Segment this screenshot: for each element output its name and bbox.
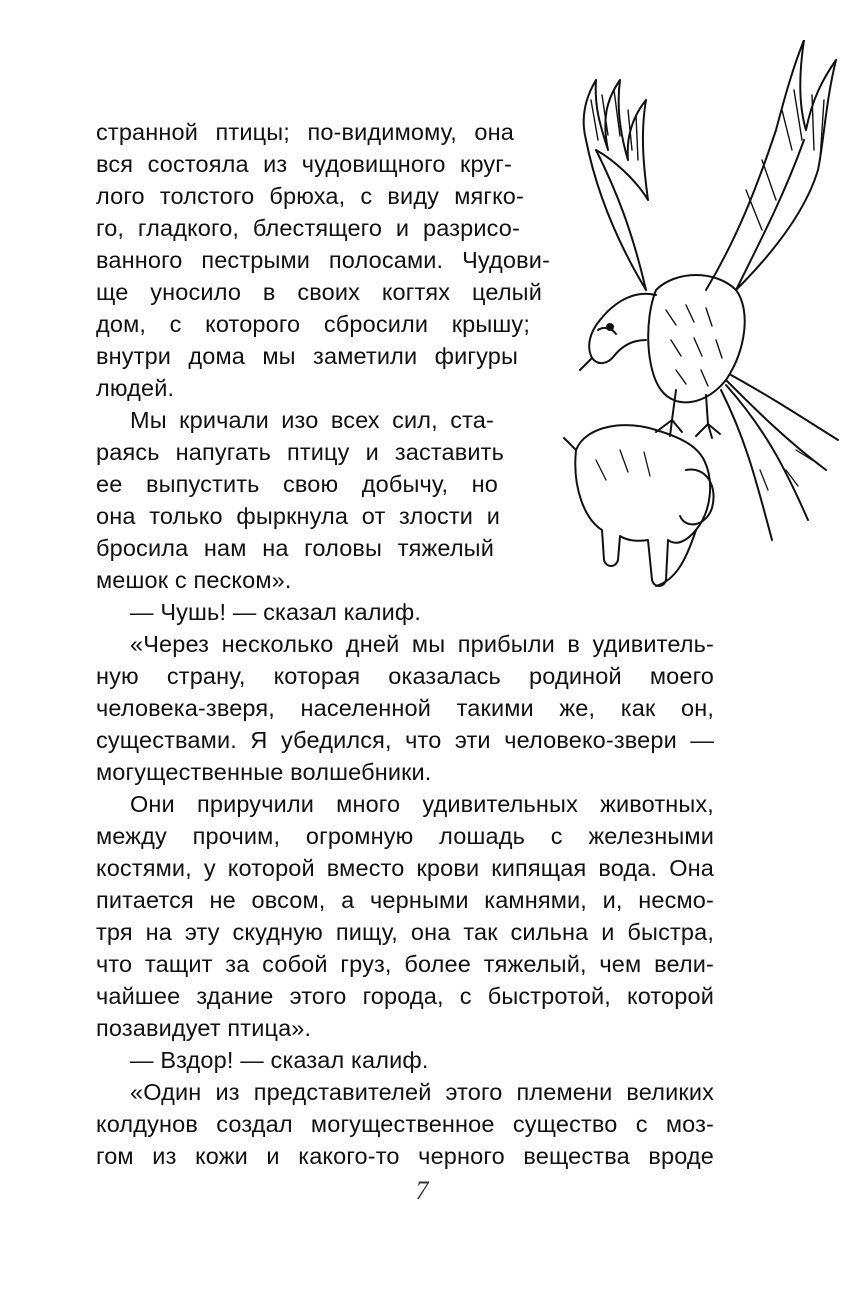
text-line: внутри дома мы заметили фигуры: [96, 343, 518, 369]
text-line: питается не овсом, а черными камнями, и, несмо-: [96, 887, 714, 913]
text-line: Они приручили много удивительных животных,: [130, 791, 714, 817]
text-line: раясь напугать птицу и заставить: [96, 439, 504, 465]
text-line: ее выпустить свою добычу, но: [96, 471, 498, 497]
text-line: гом из кожи и какого-то черного вещества вроде: [96, 1143, 714, 1169]
text-line: ванного пестрыми полосами. Чудови-: [96, 247, 550, 273]
text-line: бросила нам на головы тяжелый: [96, 535, 494, 561]
text-line: между прочим, огромную лошадь с железными: [96, 823, 714, 849]
text-line: «Один из представителей этого племени великих: [130, 1079, 714, 1105]
page-number: 7: [415, 1176, 429, 1205]
text-line: мешок с песком».: [96, 567, 292, 593]
text-line: костями, у которой вместо крови кипящая вода. Она: [96, 855, 714, 881]
text-line: — Вздор! — сказал калиф.: [130, 1047, 429, 1073]
text-line: чайшее здание этого города, с быстротой, которой: [96, 983, 714, 1009]
text-line: тря на эту скудную пищу, она так сильна и быстра,: [96, 919, 714, 945]
text-line: колдунов создал могущественное существо с моз-: [96, 1111, 714, 1137]
text-line: го, гладкого, блестящего и разрисо-: [96, 215, 520, 241]
text-line: ную страну, которая оказалась родиной моего: [96, 663, 714, 689]
text-line: она только фыркнула от злости и: [96, 503, 500, 529]
text-line: — Чушь! — сказал калиф.: [130, 599, 422, 625]
eagle-carrying-elephant-icon: [536, 40, 840, 588]
text-line: человека-зверя, населенной такими же, как он,: [96, 695, 714, 721]
text-line: дом, с которого сбросили крышу;: [96, 311, 530, 337]
text-line: «Через несколько дней мы прибыли в удивитель-: [130, 631, 714, 657]
text-line: существами. Я убедился, что эти человеко-звери —: [96, 727, 714, 753]
text-line: могущественные волшебники.: [96, 759, 432, 785]
text-line: Мы кричали изо всех сил, ста-: [130, 407, 494, 433]
text-line: людей.: [96, 375, 175, 401]
text-line: лого толстого брюха, с виду мягко-: [96, 183, 524, 209]
text-line: вся состояла из чудовищного круг-: [96, 151, 512, 177]
text-line: странной птицы; по-видимому, она: [96, 119, 514, 145]
text-line: позавидует птица».: [96, 1015, 312, 1041]
text-line: ще уносило в своих когтях целый: [96, 279, 542, 305]
text-line: что тащит за собой груз, более тяжелый, чем вели-: [96, 951, 714, 977]
